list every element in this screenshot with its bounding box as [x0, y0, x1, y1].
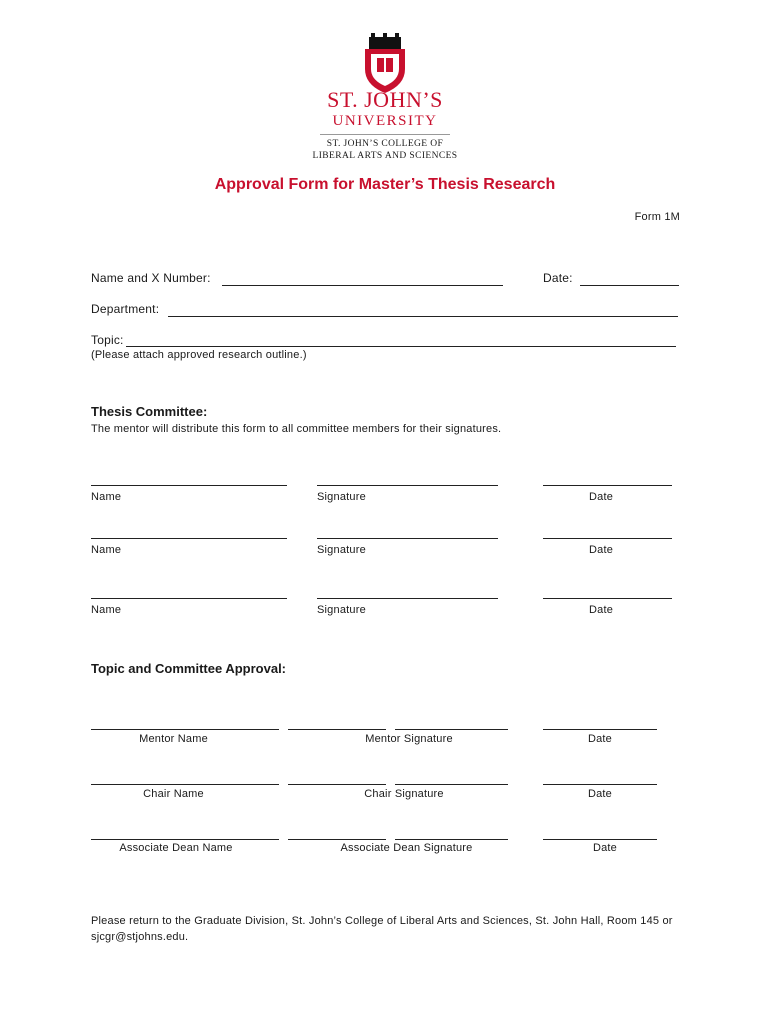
approver-name-field[interactable] — [91, 715, 279, 730]
approver-date-field[interactable] — [543, 825, 657, 840]
committee-signature-caption: Signature — [317, 544, 366, 556]
committee-date-caption: Date — [589, 604, 614, 616]
approver-signature-field-part2[interactable] — [395, 770, 508, 785]
approver-signature-field-part2[interactable] — [395, 825, 508, 840]
approver-signature-caption: Chair Signature — [364, 788, 444, 800]
university-name-line1: ST. JOHN’S — [327, 87, 443, 112]
committee-name-field[interactable] — [91, 471, 287, 486]
approver-name-field[interactable] — [91, 770, 279, 785]
topic-label: Topic: — [91, 333, 124, 347]
form-title: Approval Form for Master’s Thesis Research — [214, 176, 556, 193]
committee-date-field[interactable] — [543, 584, 672, 599]
committee-instructions: The mentor will distribute this form to all committee members for their signatures. — [91, 423, 502, 435]
approver-signature-field-part1[interactable] — [288, 770, 386, 785]
date-field[interactable] — [580, 271, 679, 286]
committee-signature-field[interactable] — [317, 584, 498, 599]
committee-heading: Thesis Committee: — [91, 404, 208, 419]
department-label: Department: — [91, 302, 160, 316]
topic-note: (Please attach approved research outline.) — [91, 349, 307, 361]
committee-signature-field[interactable] — [317, 524, 498, 539]
approver-signature-caption: Associate Dean Signature — [340, 842, 473, 854]
name-x-number-field[interactable] — [222, 271, 503, 286]
date-label: Date: — [543, 271, 573, 285]
college-name-line2: LIBERAL ARTS AND SCIENCES — [312, 151, 458, 161]
department-field[interactable] — [168, 302, 678, 317]
topic-field[interactable] — [126, 332, 676, 347]
approver-name-caption: Associate Dean Name — [119, 842, 233, 854]
committee-signature-caption: Signature — [317, 604, 366, 616]
approver-date-field[interactable] — [543, 715, 657, 730]
committee-date-field[interactable] — [543, 524, 672, 539]
approver-name-field[interactable] — [91, 825, 279, 840]
university-name-line2: UNIVERSITY — [332, 113, 438, 129]
committee-date-caption: Date — [589, 544, 614, 556]
university-logo — [300, 30, 470, 166]
approver-date-caption: Date — [587, 733, 613, 745]
name-x-number-label: Name and X Number: — [91, 271, 211, 285]
approver-date-field[interactable] — [543, 770, 657, 785]
university-seal-icon — [360, 33, 410, 93]
committee-name-caption: Name — [91, 491, 122, 503]
committee-name-caption: Name — [91, 604, 122, 616]
approver-signature-caption: Mentor Signature — [365, 733, 453, 745]
approver-signature-field-part1[interactable] — [288, 715, 386, 730]
approval-heading: Topic and Committee Approval: — [91, 661, 287, 676]
approver-name-caption: Chair Name — [143, 788, 204, 800]
approver-name-caption: Mentor Name — [139, 733, 208, 745]
approver-date-caption: Date — [592, 842, 618, 854]
approver-signature-field-part1[interactable] — [288, 825, 386, 840]
committee-name-caption: Name — [91, 544, 122, 556]
logo-divider — [320, 134, 450, 135]
committee-name-field[interactable] — [91, 584, 287, 599]
return-instructions: Please return to the Graduate Division, St. John’s College of Liberal Arts and Sciences, St. John Hall, Room 145 or sjcgr@stjohns.edu. — [91, 915, 673, 943]
committee-signature-field[interactable] — [317, 471, 498, 486]
committee-date-field[interactable] — [543, 471, 672, 486]
approver-date-caption: Date — [587, 788, 613, 800]
committee-date-caption: Date — [589, 491, 614, 503]
approver-signature-field-part2[interactable] — [395, 715, 508, 730]
college-name-line1: ST. JOHN’S COLLEGE OF — [326, 139, 444, 149]
committee-name-field[interactable] — [91, 524, 287, 539]
form-number: Form 1M — [634, 211, 680, 223]
committee-signature-caption: Signature — [317, 491, 366, 503]
